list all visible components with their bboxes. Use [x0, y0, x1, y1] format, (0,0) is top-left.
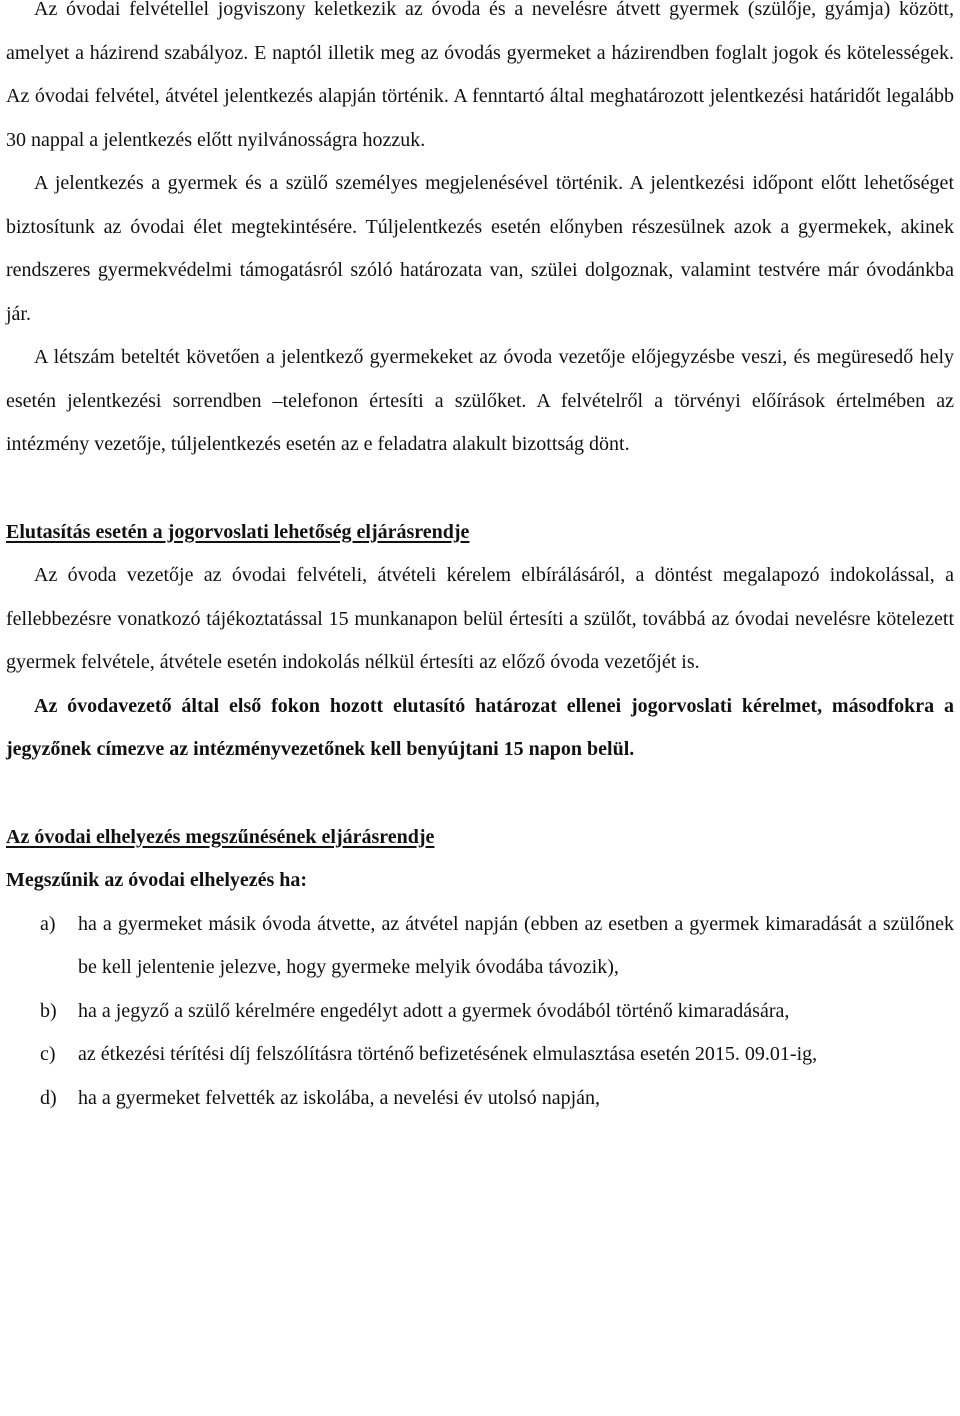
list-item-text: ha a jegyző a szülő kérelmére engedélyt adott a gyermek óvodából történő kimaradására,: [78, 999, 790, 1022]
list-item: [6, 990, 954, 1034]
list-marker: d): [40, 1086, 57, 1109]
paragraph-waiting-list: A létszám beteltét követően a jelentkező gyermekeket az óvoda vezetője előjegyzésbe veszi, és megüresedő hely esetén jelentkezési sorrendben –telefonon értesíti a szülőket. A felvételről a törvényi előírások értelmében az intézmény vezetője, túljelentkezés esetén az e feladatra alakult bizottság dönt.: [6, 346, 954, 455]
heading-termination-procedure: Az óvodai elhelyezés megszűnésének eljárásrendje: [6, 825, 435, 848]
paragraph-registration: A jelentkezés a gyermek és a szülő személyes megjelenésével történik. A jelentkezési időpont előtt lehetőséget biztosítunk az óvodai élet megtekintésére. Túljelentkezés esetén előnyben részesülnek azok a gyermekek, akinek rendszeres gyermekvédelmi támogatásról szóló határozata van, szülei dolgoznak, valamint testvére már óvodánkba jár.: [6, 172, 954, 325]
list-item-text: ha a gyermeket másik óvoda átvette, az átvétel napján (ebben az esetben a gyermek kimaradását a szülőnek be kell jelentenie jelezve, hogy gyermeke melyik óvodába távozik),: [78, 912, 954, 978]
list-item: [6, 903, 954, 990]
list-marker: b): [40, 999, 57, 1022]
paragraph-appeal-deadline: Az óvodavezető által első fokon hozott elutasító határozat ellenei jogorvoslati kérelmet, másodfokra a jegyzőnek címezve az intézményvezetőnek kell benyújtani 15 napon belül.: [6, 694, 954, 760]
paragraph-admission-intro: Az óvodai felvétellel jogviszony keletkezik az óvoda és a nevelésre átvett gyermek (szülője, gyámja) között, amelyet a házirend szabályoz. E naptól illetik meg az óvodás gyermeket a házirendben foglalt jogok és kötelességek. Az óvodai felvétel, átvétel jelentkezés alapján történik. A fenntartó által meghatározott jelentkezési határidőt legalább 30 nappal a jelentkezés előtt nyilvánosságra hozzuk.: [6, 0, 954, 151]
heading-appeal-procedure: Elutasítás esetén a jogorvoslati lehetőség eljárásrendje: [6, 520, 470, 543]
list-item: [6, 1077, 954, 1121]
termination-conditions-list: [6, 903, 954, 1121]
list-marker: c): [40, 1043, 56, 1065]
subheading-termination-conditions: Megszűnik az óvodai elhelyezés ha:: [6, 869, 308, 891]
list-marker: a): [40, 912, 56, 935]
list-item-text: az étkezési térítési díj felszólításra történő befizetésének elmulasztása esetén 2015. 09.01-ig,: [78, 1043, 818, 1065]
list-item: [6, 1033, 954, 1077]
paragraph-appeal-notice: Az óvoda vezetője az óvodai felvételi, átvételi kérelem elbírálásáról, a döntést megalapozó indokolással, a fellebbezésre vonatkozó tájékoztatással 15 munkanapon belül értesíti a szülőt, továbbá az óvodai nevelésre kötelezett gyermek felvétele, átvétele esetén indokolás nélkül értesíti az előző óvoda vezetőjét is.: [6, 564, 954, 673]
spacer: [6, 467, 954, 511]
spacer: [6, 772, 954, 816]
list-item-text: ha a gyermeket felvették az iskolába, a nevelési év utolsó napján,: [78, 1086, 601, 1109]
